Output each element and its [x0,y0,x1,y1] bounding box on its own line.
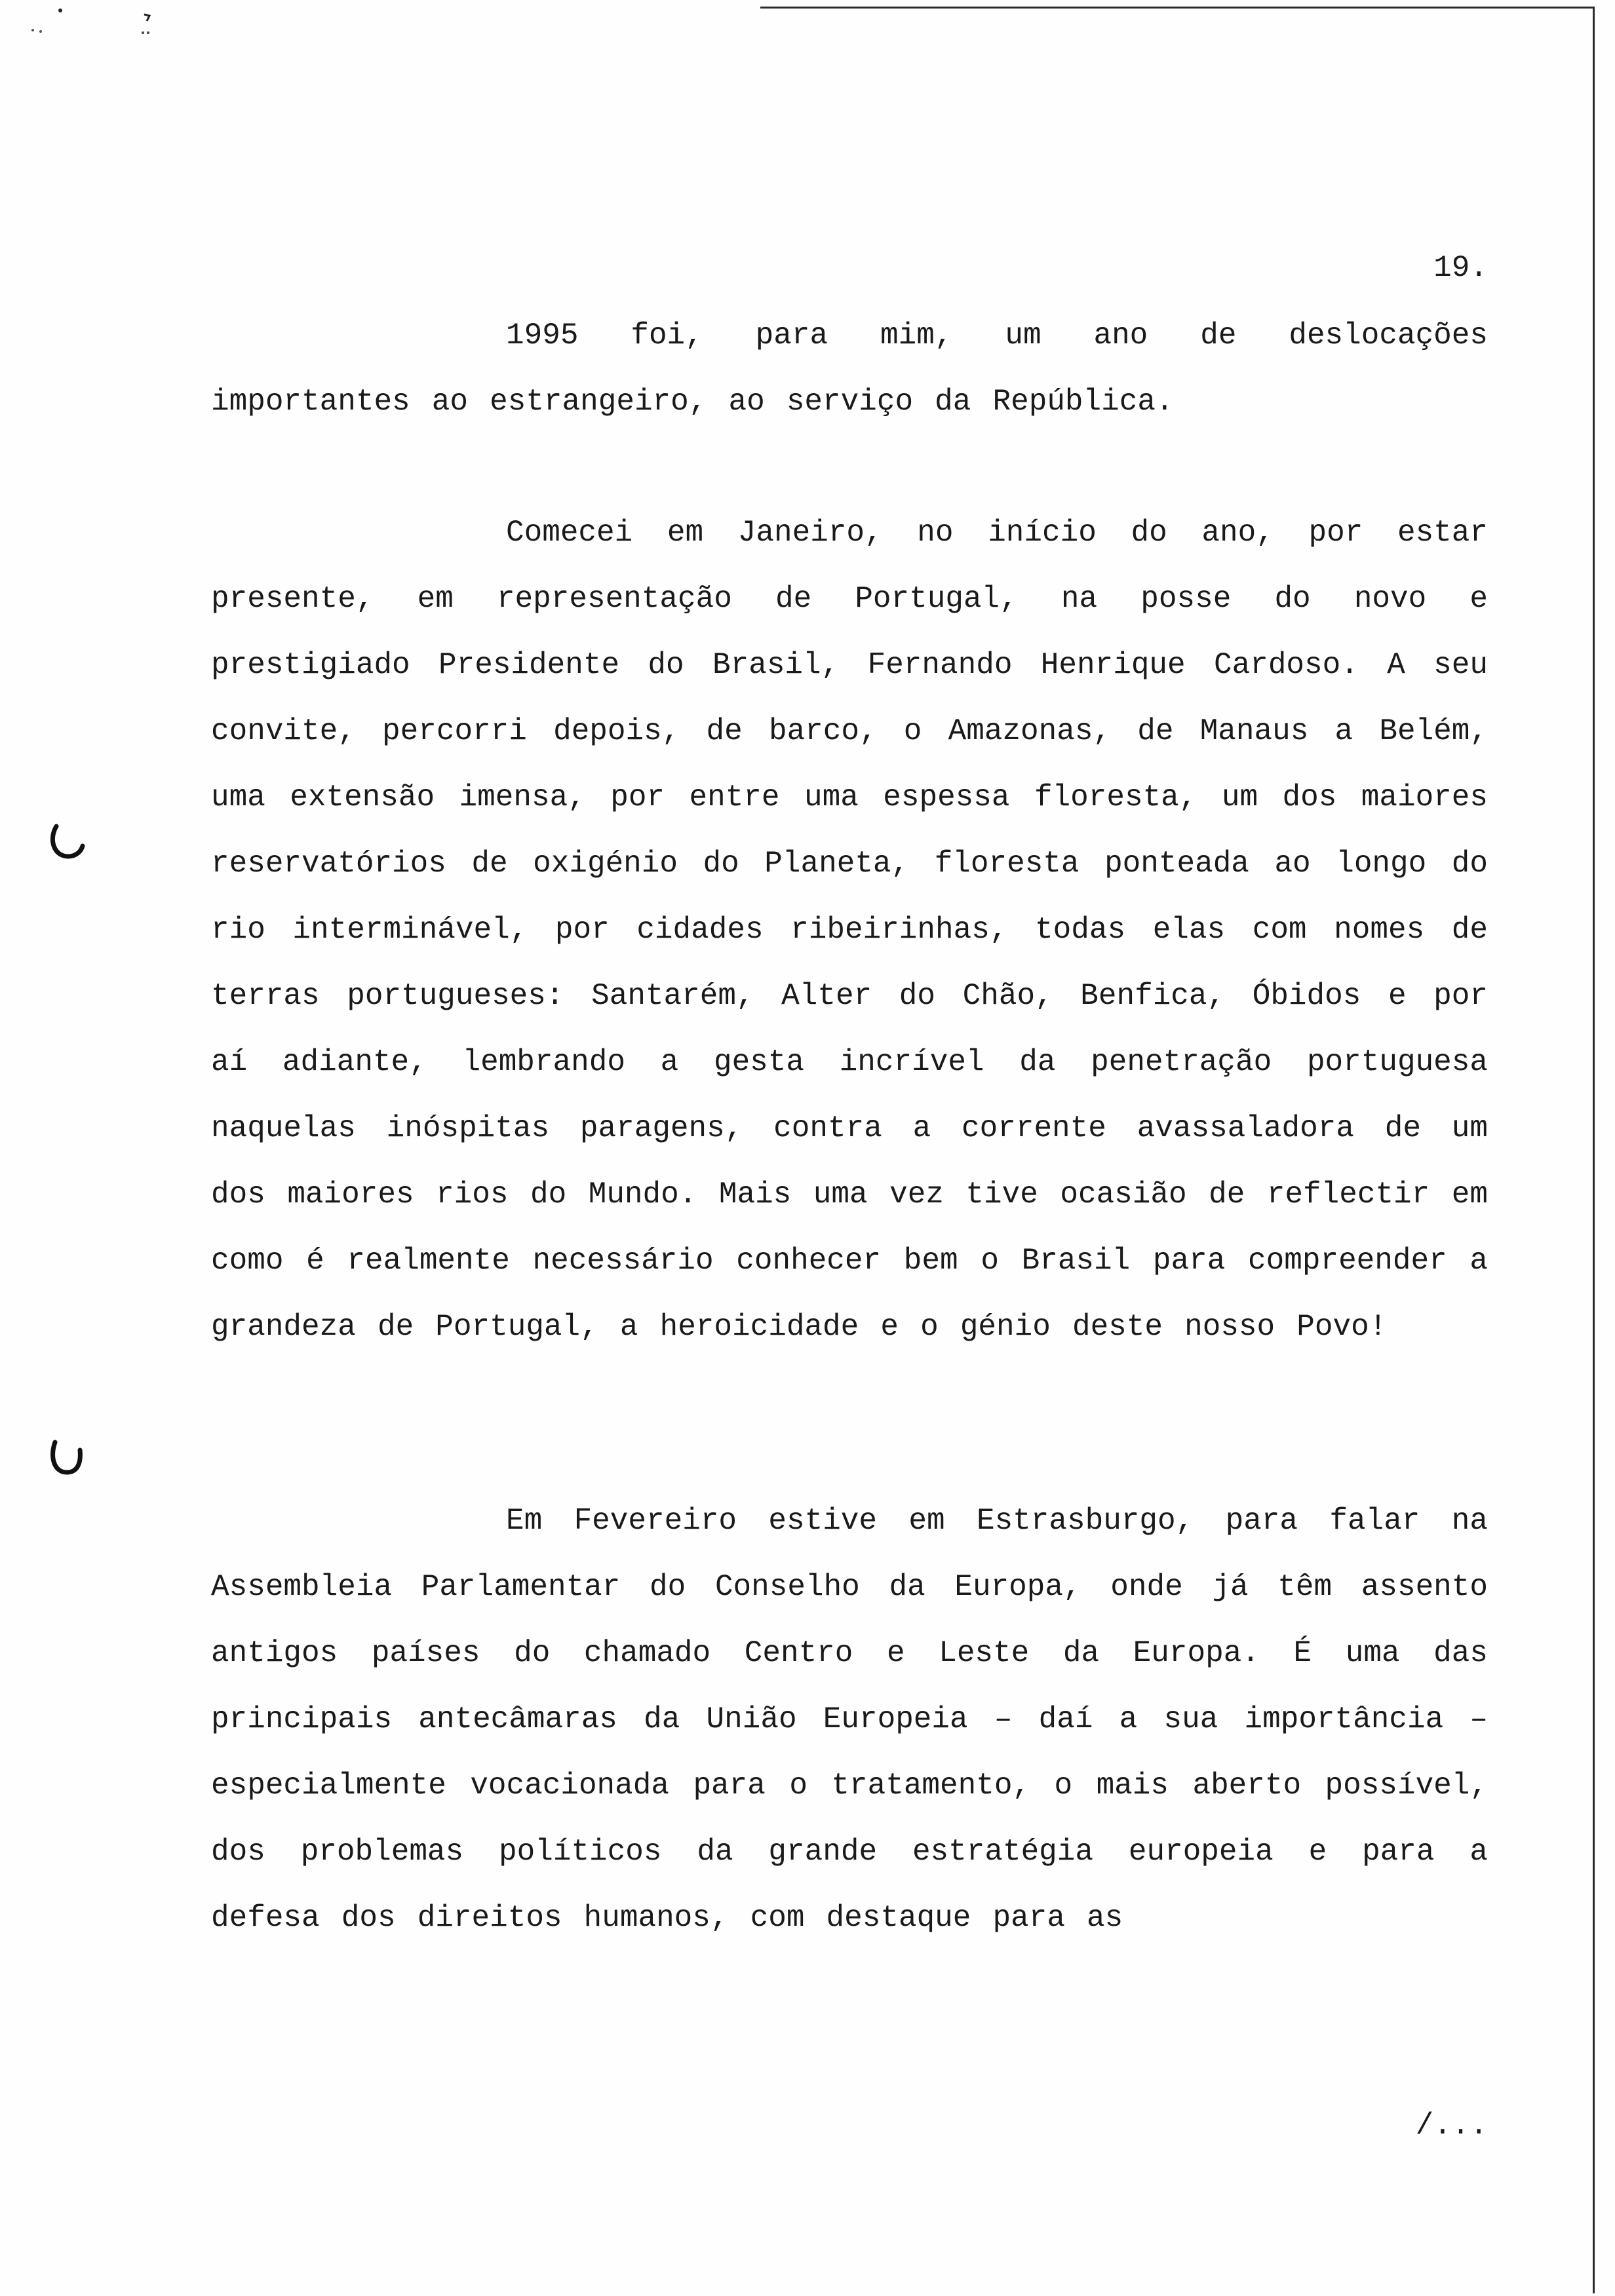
page-number: 19. [1433,251,1488,285]
paragraph-2 [211,500,1488,1360]
punch-hole-mark [47,821,85,862]
scan-specks [26,7,164,52]
paragraph-text: 1995 foi, para mim, um ano de deslocações importantes ao estrangeiro, ao serviço da República. [211,318,1488,419]
paragraph-1 [211,303,1488,435]
page-top-edge [760,7,1593,9]
paragraph-text: Em Fevereiro estive em Estrasburgo, para falar na Assembleia Parlamentar do Conselho da Europa, onde já têm assento antigos países do chamado Centro e Leste da Europa. É uma das principais antecâmaras da União Europeia – daí a sua importância – especialmente vocacionada para o tratamento, o mais aberto possível, dos problemas políticos da grande estratégia europeia e para a defesa dos direitos humanos, com destaque para as [211,1504,1488,1935]
paragraph-3 [211,1488,1488,1951]
paragraph-text: Comecei em Janeiro, no início do ano, por estar presente, em representação de Portugal, na posse do novo e prestigiado Presidente do Brasil, Fernando Henrique Cardoso. A seu convite, percorri depois, de barco, o Amazonas, de Manaus a Belém, uma extensão imensa, por entre uma espessa floresta, um dos maiores reservatórios de oxigénio do Planeta, floresta ponteada ao longo do rio interminável, por cidades ribeirinhas, todas elas com nomes de terras portugueses: Santarém, Alter do Chão, Benfica, Óbidos e por aí adiante, lembrando a gesta incrível da penetração portuguesa naquelas inóspitas paragens, contra a corrente avassaladora de um dos maiores rios do Mundo. Mais uma vez tive ocasião de reflectir em como é realmente necessário conhecer bem o Brasil para compreender a grandeza de Portugal, a heroicidade e o génio deste nosso Povo! [211,516,1488,1344]
continuation-mark: /... [1415,2109,1488,2143]
punch-hole-mark [47,1437,85,1478]
page-right-edge [1593,7,1595,2293]
